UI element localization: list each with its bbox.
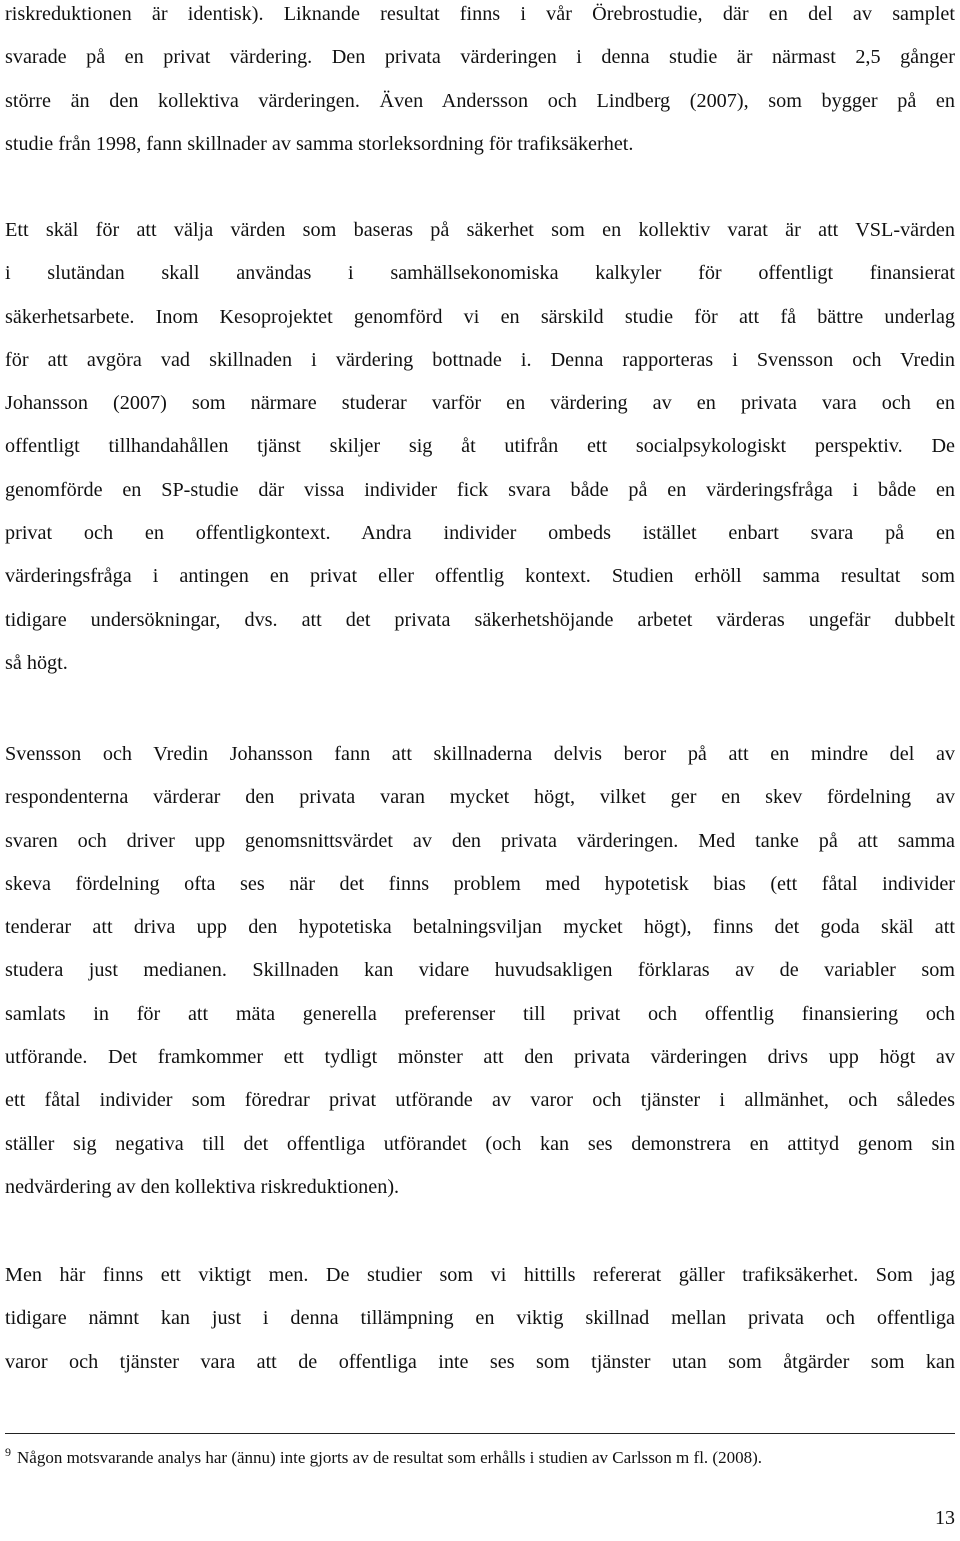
paragraph-4 [5,1254,955,1384]
footnote-divider [5,1433,955,1434]
text-line: svarade på en privat värdering. Den privata värderingen i denna studie är närmast 2,5 gånger [5,46,955,69]
text-line: respondenterna värderar den privata varan mycket högt, vilket ger en skev fördelning av [5,786,955,809]
text-line: i slutändan skall användas i samhällsekonomiska kalkyler för offentligt finansierat [5,262,955,285]
text-line: Svensson och Vredin Johansson fann att skillnaderna delvis beror på att en mindre del av [5,743,955,765]
paragraph-2 [5,209,955,685]
text-line: värderingsfråga i antingen en privat eller offentlig kontext. Studien erhöll samma resultat som [5,565,955,588]
footnote-marker: 9 [5,1445,11,1459]
text-line: tenderar att driva upp den hypotetiska betalningsviljan mycket högt), finns det goda skäl att [5,916,955,939]
page-number: 13 [935,1507,955,1529]
paragraph-3 [5,733,955,1209]
text-line: offentligt tillhandahållen tjänst skiljer sig åt utifrån ett socialpsykologiskt perspektiv. De [5,435,955,458]
text-line: nedvärdering av den kollektiva riskreduktionen). [5,1175,400,1198]
text-line: för att avgöra vad skillnaden i värdering bottnade i. Denna rapporteras i Svensson och Vredin [5,348,955,371]
text-line: tidigare nämnt kan just i denna tillämpning en viktig skillnad mellan privata och offentliga [5,1307,955,1330]
text-line: genomförde en SP-studie där vissa individer fick svara både på en värderingsfråga i både en [5,478,955,501]
text-line: större än den kollektiva värderingen. Även Andersson och Lindberg (2007), som bygger på en [5,89,955,112]
text-line: Johansson (2007) som närmare studerar varför en värdering av en privata vara och en [5,392,955,415]
footnote [5,1446,955,1470]
footnote-text: Någon motsvarande analys har (ännu) inte gjorts av de resultat som erhålls i studien av Carlsson m fl. (2008). [17,1448,762,1467]
text-line: varor och tjänster vara att de offentliga inte ses som tjänster utan som åtgärder som kan [5,1350,955,1373]
text-line: studera just medianen. Skillnaden kan vidare huvudsakligen förklaras av de variabler som [5,959,955,982]
text-line: Ett skäl för att välja värden som baseras på säkerhet som en kollektiv varat är att VSL-värden [5,219,955,241]
text-line: ett fåtal individer som föredrar privat utförande av varor och tjänster i allmänhet, och således [5,1089,955,1112]
text-line: svaren och driver upp genomsnittsvärdet av den privata värderingen. Med tanke på att samma [5,829,955,852]
text-line: ställer sig negativa till det offentliga utförandet (och kan ses demonstrera en attityd genom sin [5,1132,955,1155]
text-line: riskreduktionen är identisk). Liknande resultat finns i vår Örebrostudie, där en del av samplet [5,3,955,25]
text-line: utförande. Det framkommer ett tydligt mönster att den privata värderingen drivs upp högt av [5,1046,955,1069]
text-line: tidigare undersökningar, dvs. att det privata säkerhetshöjande arbetet värderas ungefär dubbelt [5,608,955,631]
text-line: studie från 1998, fann skillnader av samma storleksordning för trafiksäkerhet. [5,132,634,155]
text-line: säkerhetsarbete. Inom Kesoprojektet genomförd vi en särskild studie för att få bättre underlag [5,305,955,328]
paragraph-1 [5,0,955,166]
text-line: privat och en offentligkontext. Andra individer ombeds istället enbart svara på en [5,522,955,545]
text-line: skeva fördelning ofta ses när det finns problem med hypotetisk bias (ett fåtal individer [5,872,955,895]
text-line: Men här finns ett viktigt men. De studier som vi hittills refererat gäller trafiksäkerhet. Som jag [5,1264,955,1286]
text-line: så högt. [5,651,68,674]
text-line: samlats in för att mäta generella preferenser till privat och offentlig finansiering och [5,1002,955,1025]
